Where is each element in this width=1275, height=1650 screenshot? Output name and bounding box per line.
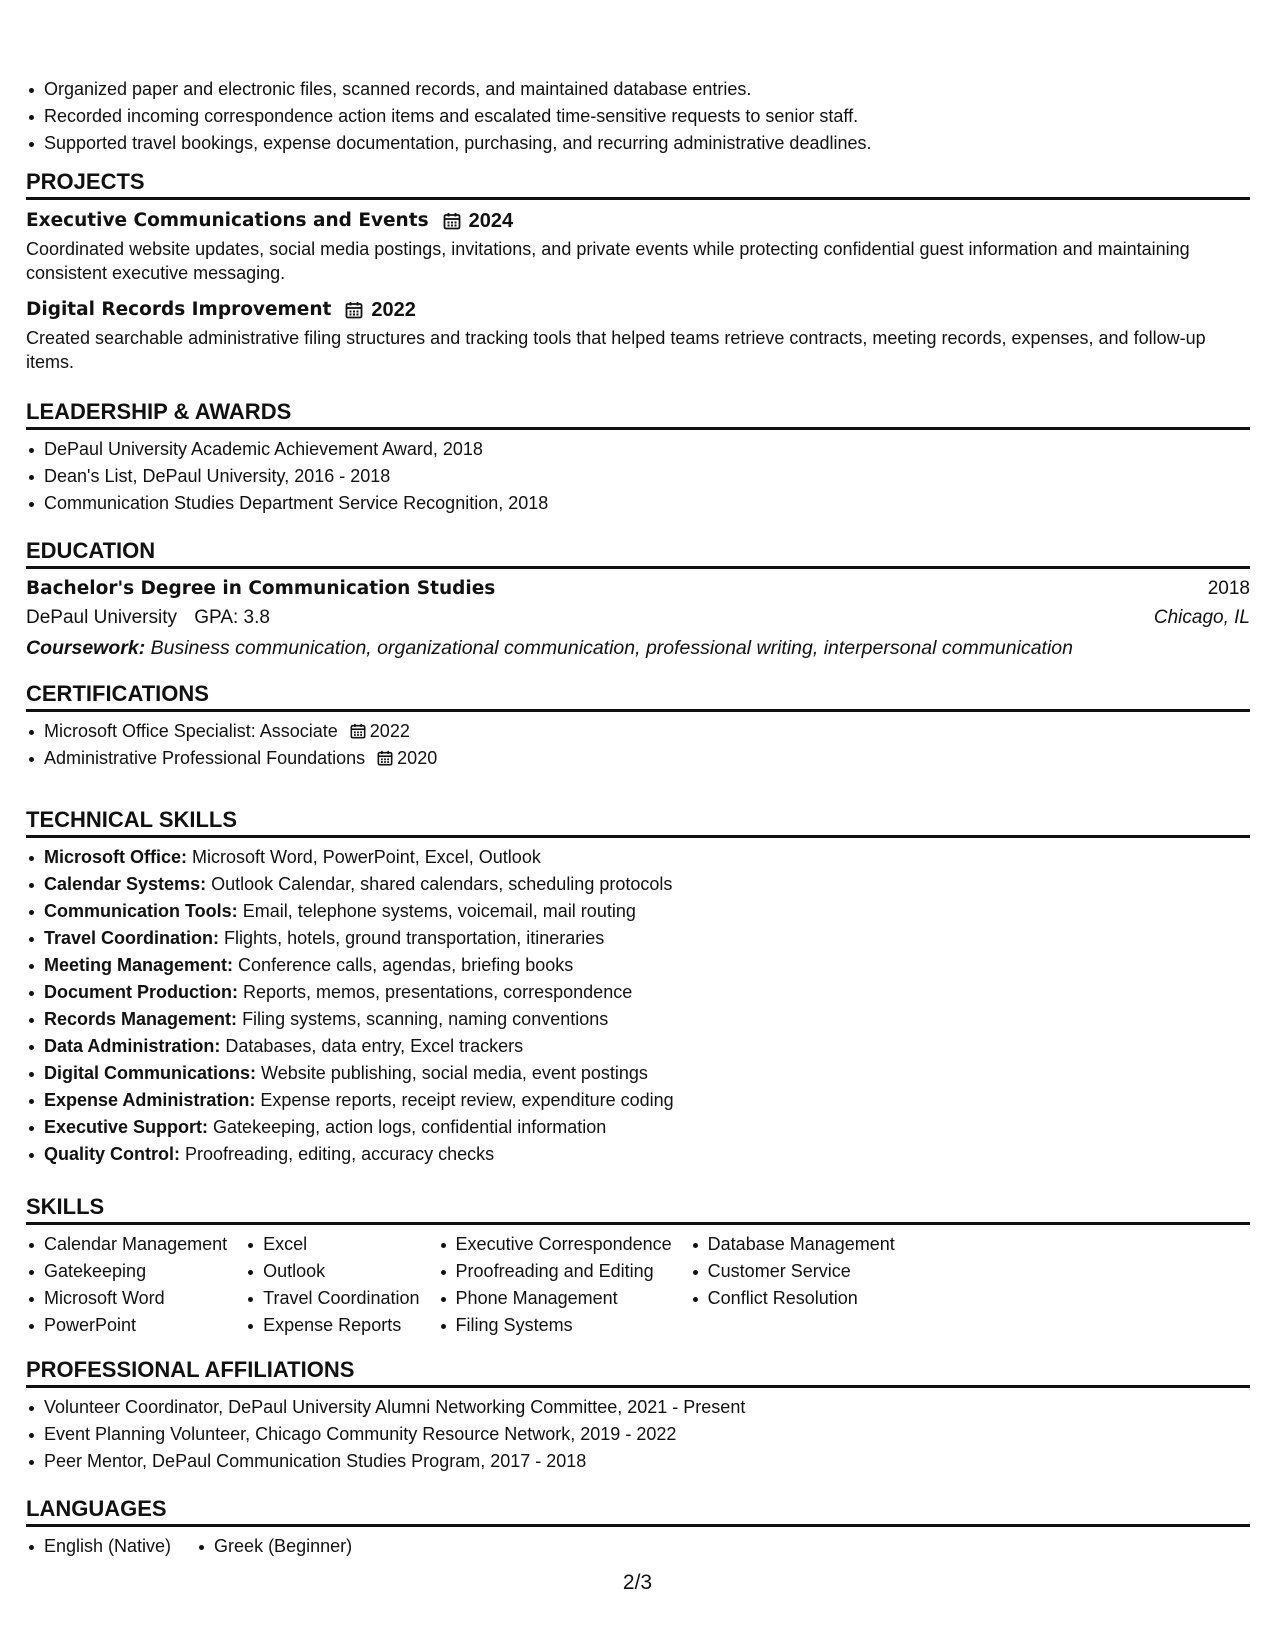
degree-title: Bachelor's Degree in Communication Studies (26, 578, 496, 599)
coursework-list: Business communication, organizational communication, professional writing, interpersonal communication (150, 637, 1073, 659)
languages-list (26, 1533, 1250, 1560)
technical-skill-item (26, 1033, 1250, 1060)
leadership-section (26, 397, 1250, 517)
project-year: 2022 (371, 299, 416, 321)
skill-details: Conference calls, agendas, briefing books (238, 955, 574, 975)
section-title-skills: SKILLS (26, 1192, 1250, 1225)
technical-skill-item (26, 1006, 1250, 1033)
skill-item: Travel Coordination (245, 1285, 419, 1312)
skill-category: Communication Tools: (44, 901, 238, 921)
project-item (26, 208, 1250, 285)
skill-item: Calendar Management (26, 1231, 227, 1258)
skill-item: Expense Reports (245, 1312, 419, 1339)
skill-item: Proofreading and Editing (438, 1258, 672, 1285)
certification-item (26, 718, 1250, 745)
certifications-list (26, 718, 1250, 772)
section-title-technical-skills: TECHNICAL SKILLS (26, 805, 1250, 838)
list-item: DePaul University Academic Achievement Award, 2018 (26, 436, 1250, 463)
page-number: 2/3 (622, 1571, 653, 1594)
leadership-list (26, 436, 1250, 517)
certification-year: 2020 (397, 748, 438, 768)
technical-skill-item (26, 844, 1250, 871)
skills-column (438, 1231, 672, 1339)
skill-item: Database Management (690, 1231, 895, 1258)
languages-section (26, 1494, 1250, 1560)
technical-skill-item (26, 1087, 1250, 1114)
school-location: Chicago, IL (1153, 607, 1250, 628)
skill-category: Travel Coordination: (44, 928, 220, 948)
skill-item: Outlook (245, 1258, 419, 1285)
skill-details: Proofreading, editing, accuracy checks (185, 1144, 495, 1164)
technical-skill-item (26, 925, 1250, 952)
gpa: GPA: 3.8 (194, 607, 270, 628)
experience-continuation (26, 76, 1250, 157)
technical-skill-item (26, 898, 1250, 925)
skill-category: Meeting Management: (44, 955, 234, 975)
skill-details: Gatekeeping, action logs, confidential information (213, 1117, 607, 1137)
skill-category: Calendar Systems: (44, 874, 207, 894)
skill-item: Filing Systems (438, 1312, 672, 1339)
section-title-leadership: LEADERSHIP & AWARDS (26, 397, 1250, 430)
skill-details: Website publishing, social media, event postings (261, 1063, 648, 1083)
certification-item (26, 745, 1250, 772)
technical-skill-item (26, 1060, 1250, 1087)
project-description: Coordinated website updates, social media postings, invitations, and private events while protecting confidential guest information and maintaining consistent executive messaging. (26, 239, 1190, 283)
skill-item: Customer Service (690, 1258, 895, 1285)
skill-details: Flights, hotels, ground transportation, itineraries (224, 928, 605, 948)
skill-details: Microsoft Word, PowerPoint, Excel, Outlook (192, 847, 541, 867)
skill-details: Expense reports, receipt review, expenditure coding (260, 1090, 674, 1110)
language-item: English (Native) (26, 1533, 171, 1560)
skills-grid (26, 1231, 1250, 1339)
skill-item: Conflict Resolution (690, 1285, 895, 1312)
experience-bullet: Organized paper and electronic files, scanned records, and maintained database entries. (26, 76, 1250, 103)
projects-section (26, 167, 1250, 374)
technical-skill-item (26, 952, 1250, 979)
skill-category: Quality Control: (44, 1144, 180, 1164)
certification-name: Microsoft Office Specialist: Associate (44, 721, 338, 741)
skill-category: Data Administration: (44, 1036, 221, 1056)
list-item: Dean's List, DePaul University, 2016 - 2018 (26, 463, 1250, 490)
calendar-icon (345, 301, 363, 319)
skill-details: Outlook Calendar, shared calendars, scheduling protocols (211, 874, 673, 894)
technical-skill-item (26, 979, 1250, 1006)
experience-bullet: Recorded incoming correspondence action items and escalated time-sensitive requests to senior staff. (26, 103, 1250, 130)
school-name: DePaul University (26, 607, 177, 628)
section-title-projects: PROJECTS (26, 167, 1250, 200)
technical-skills-list (26, 844, 1250, 1168)
skill-category: Document Production: (44, 982, 238, 1002)
skill-category: Microsoft Office: (44, 847, 188, 867)
skill-category: Executive Support: (44, 1117, 209, 1137)
graduation-year: 2018 (1207, 578, 1250, 599)
skills-section (26, 1192, 1250, 1339)
section-title-affiliations: PROFESSIONAL AFFILIATIONS (26, 1355, 1250, 1388)
technical-skills-section (26, 805, 1250, 1168)
section-title-languages: LANGUAGES (26, 1494, 1250, 1527)
technical-skill-item (26, 1114, 1250, 1141)
skill-category: Digital Communications: (44, 1063, 257, 1083)
affiliations-list (26, 1394, 1250, 1475)
affiliation-item: Volunteer Coordinator, DePaul University Alumni Networking Committee, 2021 - Present (26, 1394, 1250, 1421)
coursework-label: Coursework: (26, 637, 146, 659)
calendar-icon (443, 212, 461, 230)
technical-skill-item (26, 871, 1250, 898)
skills-column (690, 1231, 895, 1339)
skill-item: Executive Correspondence (438, 1231, 672, 1258)
project-description: Created searchable administrative filing structures and tracking tools that helped teams retrieve contracts, meeting records, expenses, and follow-up items. (26, 328, 1206, 372)
affiliation-item: Peer Mentor, DePaul Communication Studies Program, 2017 - 2018 (26, 1448, 1250, 1475)
language-item: Greek (Beginner) (196, 1533, 352, 1560)
certification-year: 2022 (369, 721, 410, 741)
skill-item: Phone Management (438, 1285, 672, 1312)
skills-column (26, 1231, 227, 1339)
skills-column (245, 1231, 419, 1339)
skill-category: Records Management: (44, 1009, 238, 1029)
section-title-education: EDUCATION (26, 536, 1250, 569)
calendar-icon (350, 723, 366, 739)
skill-details: Filing systems, scanning, naming conventions (242, 1009, 609, 1029)
technical-skill-item (26, 1141, 1250, 1168)
skill-item: Excel (245, 1231, 419, 1258)
skill-item: PowerPoint (26, 1312, 227, 1339)
affiliations-section (26, 1355, 1250, 1475)
resume-page (26, 0, 1250, 1650)
experience-bullet: Supported travel bookings, expense documentation, purchasing, and recurring administrative deadlines. (26, 130, 1250, 157)
project-item (26, 297, 1250, 374)
certification-name: Administrative Professional Foundations (44, 748, 366, 768)
skill-item: Microsoft Word (26, 1285, 227, 1312)
project-name: Executive Communications and Events (26, 210, 429, 231)
skill-details: Reports, memos, presentations, correspondence (243, 982, 633, 1002)
skill-details: Databases, data entry, Excel trackers (225, 1036, 524, 1056)
coursework (26, 633, 1250, 663)
affiliation-item: Event Planning Volunteer, Chicago Community Resource Network, 2019 - 2022 (26, 1421, 1250, 1448)
list-item: Communication Studies Department Service Recognition, 2018 (26, 490, 1250, 517)
skill-item: Gatekeeping (26, 1258, 227, 1285)
section-title-certifications: CERTIFICATIONS (26, 679, 1250, 712)
experience-bullet-list (26, 76, 1250, 157)
certifications-section (26, 679, 1250, 772)
skill-details: Email, telephone systems, voicemail, mail routing (242, 901, 636, 921)
skill-category: Expense Administration: (44, 1090, 256, 1110)
calendar-icon (377, 750, 393, 766)
project-name: Digital Records Improvement (26, 299, 332, 320)
education-section (26, 536, 1250, 663)
project-year: 2024 (468, 210, 514, 232)
